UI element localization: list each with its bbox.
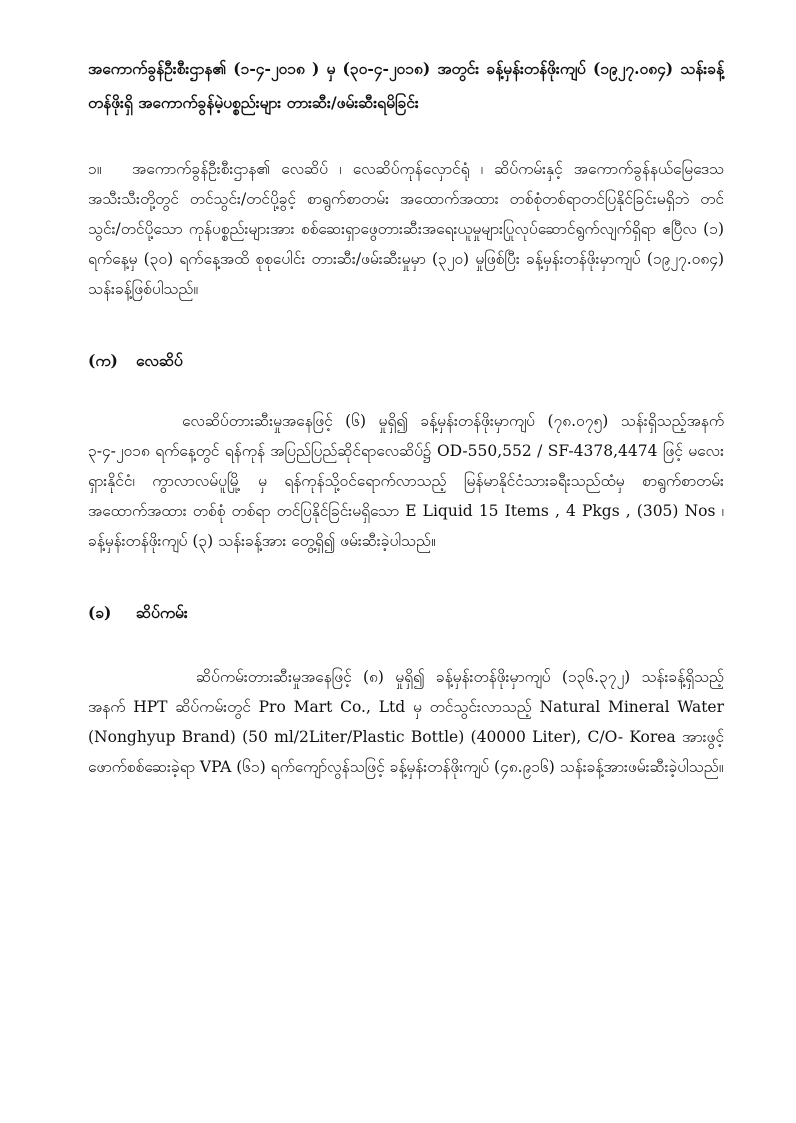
document-title: အကောက်ခွန်ဦးစီးဌာန၏ (၁-၄-၂၀၁၈ ) မှ (၃၀-၄-၂၀၁၈) အတွင်း ခန့်မှန်းတန်ဖိုးကျပ် (၁၉၂၇.၀၈၄) သန်းခန့်တန်ဖိုးရှိ အကောက်ခွန်မဲ့ပစ္စည်းများ တားဆီး/ဖမ်းဆီးရမိခြင်း	[88, 59, 724, 112]
document-page	[88, 52, 724, 782]
intro-paragraph	[88, 154, 724, 304]
section-heading	[88, 346, 724, 376]
section-title: လေဆိပ်	[136, 351, 183, 370]
section-body: ဆိပ်ကမ်းတားဆီးမှုအနေဖြင့် (၈) မှုရှိ၍ ခန့်မှန်းတန်ဖိုးမှာကျပ် (၁၃၆.၃၇၂) သန်းခန့်ရှိသည့်အနက် HPT ဆိပ်ကမ်းတွင် Pro Mart Co., Ltd မှ တင်သွင်းလာသည့် Natural Mineral Water (Nonghyup Brand) (50 ml/2Liter/Plastic Bottle) (40000 Liter), C/O- Korea အားဖွင့်ဖောက်စစ်ဆေးခဲ့ရာ VPA (၆၁) ရက်ကျော်လွန်သဖြင့် ခန့်မှန်းတန်ဖိုးကျပ် (၄၈.၉၁၆) သန်းခန့်အားဖမ်းဆီးခဲ့ပါသည်။	[88, 668, 724, 776]
intro-text: အကောက်ခွန်ဦးစီးဌာန၏ လေဆိပ် ၊ လေဆိပ်ကုန်လှောင်ရုံ ၊ ဆိပ်ကမ်းနှင့် အကောက်ခွန်နယ်မြေဒေသအသီးသီးတို့တွင် တင်သွင်း/တင်ပို့ခွင့် စာရွက်စာတမ်း အထောက်အထား တစ်စုံတစ်ရာတင်ပြနိုင်ခြင်းမရှိဘဲ တင်သွင်း/တင်ပို့သော ကုန်ပစ္စည်းများအား စစ်ဆေးရှာဖွေတားဆီးအရေးယူမှုများပြုလုပ်ဆောင်ရွက်လျက်ရှိရာ ဧပြီလ (၁) ရက်နေ့မှ (၃၀) ရက်နေ့အထိ စုစုပေါင်း တားဆီး/ဖမ်းဆီးမှုမှာ (၃၂၀) မှုဖြစ်ပြီး ခန့်မှန်းတန်ဖိုးမှာကျပ် (၁၉၂၇.၀၈၄) သန်းခန့်ဖြစ်ပါသည်။	[88, 160, 724, 298]
intro-number: ၁။	[88, 160, 102, 178]
section-heading	[88, 598, 724, 628]
section-mark: (က)	[88, 351, 118, 370]
section-body: လေဆိပ်တားဆီးမှုအနေဖြင့် (၆) မှုရှိ၍ ခန့်မှန်းတန်ဖိုးမှာကျပ် (၇၈.၀၇၅) သန်းရှိသည့်အနက် ၃-၄-၂၀၁၈ ရက်နေ့တွင် ရန်ကုန် အပြည်ပြည်ဆိုင်ရာလေဆိပ်၌ OD-550,552 / SF-4378,4474 ဖြင့် မလေးရှားနိုင်ငံ၊ ကွာလာလမ်ပူမြို့ မှ ရန်ကုန်သို့ဝင်ရောက်လာသည့် မြန်မာနိုင်ငံသားခရီးသည်ထံမှ စာရွက်စာတမ်း အထောက်အထား တစ်စုံ တစ်ရာ တင်ပြနိုင်ခြင်းမရှိသော E Liquid 15 Items , 4 Pkgs , (305) Nos ၊ ခန့်မှန်းတန်ဖိုးကျပ် (၃) သန်းခန့်အား တွေ့ရှိ၍ ဖမ်းဆီးခဲ့ပါသည်။	[88, 412, 724, 550]
section-title: ဆိပ်ကမ်း	[136, 603, 188, 622]
section-airport	[88, 346, 724, 556]
section-seaport	[88, 598, 724, 782]
section-mark: (ခ)	[88, 603, 112, 622]
